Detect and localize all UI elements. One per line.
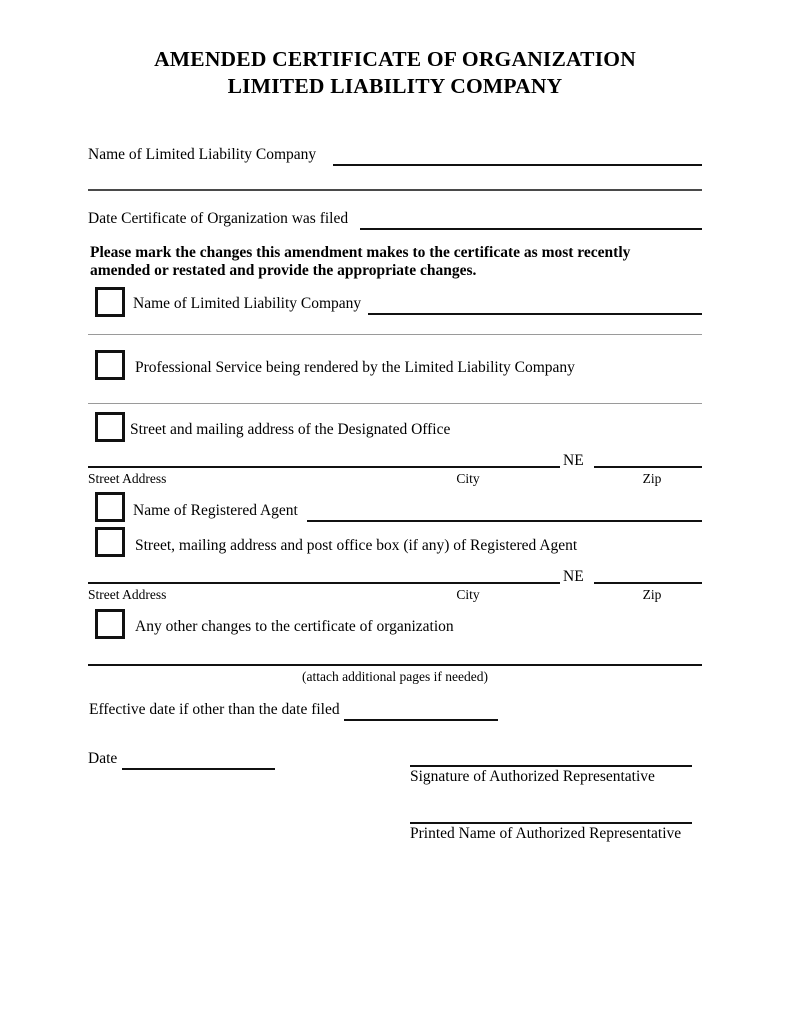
label-date: Date	[88, 750, 118, 767]
input-name-of-llc-line-2[interactable]	[88, 189, 702, 191]
caption-zip-1: Zip	[642, 471, 662, 486]
caption-printed-name: Printed Name of Authorized Representative	[410, 825, 682, 842]
input-other-changes[interactable]	[88, 664, 702, 666]
instruction-line-1: Please mark the changes this amendment makes to the certificate as most recently	[90, 244, 631, 261]
state-abbrev-2: NE	[563, 568, 584, 585]
checkbox-change-other[interactable]	[95, 609, 125, 639]
input-date[interactable]	[122, 768, 275, 770]
caption-street-address-1: Street Address	[88, 471, 167, 486]
input-name-of-llc-line-1[interactable]	[333, 164, 702, 166]
input-effective-date[interactable]	[344, 719, 498, 721]
checkbox-change-name-of-llc[interactable]	[95, 287, 125, 317]
checkbox-change-professional-service[interactable]	[95, 350, 125, 380]
input-signature[interactable]	[410, 765, 692, 767]
input-printed-name[interactable]	[410, 822, 692, 824]
checkbox-change-designated-office[interactable]	[95, 412, 125, 442]
label-change-other: Any other changes to the certificate of organization	[135, 618, 454, 635]
label-change-professional-service: Professional Service being rendered by the Limited Liability Company	[135, 359, 575, 376]
label-change-registered-agent-address: Street, mailing address and post office box (if any) of Registered Agent	[135, 537, 578, 554]
checkbox-change-registered-agent-address[interactable]	[95, 527, 125, 557]
input-change-name-of-llc[interactable]	[368, 313, 702, 315]
label-change-designated-office: Street and mailing address of the Designated Office	[130, 421, 451, 438]
input-zip-1[interactable]	[594, 466, 702, 468]
input-street-city-1[interactable]	[88, 466, 560, 468]
state-abbrev-1: NE	[563, 452, 584, 469]
caption-city-1: City	[456, 471, 480, 486]
label-effective-date: Effective date if other than the date filed	[89, 701, 340, 718]
caption-signature: Signature of Authorized Representative	[410, 768, 655, 785]
caption-zip-2: Zip	[642, 587, 662, 602]
input-date-filed[interactable]	[360, 228, 702, 230]
label-date-filed: Date Certificate of Organization was filed	[88, 210, 349, 227]
separator-1	[88, 334, 702, 335]
label-change-registered-agent-name: Name of Registered Agent	[133, 502, 298, 519]
label-name-of-llc: Name of Limited Liability Company	[88, 146, 317, 163]
separator-2	[88, 403, 702, 404]
caption-city-2: City	[456, 587, 480, 602]
title-line-1: AMENDED CERTIFICATE OF ORGANIZATION	[154, 47, 636, 71]
attach-note: (attach additional pages if needed)	[302, 669, 488, 684]
title-line-2: LIMITED LIABILITY COMPANY	[227, 74, 563, 98]
input-registered-agent-name[interactable]	[307, 520, 702, 522]
instruction-line-2: amended or restated and provide the appropriate changes.	[90, 262, 477, 279]
label-change-name-of-llc: Name of Limited Liability Company	[133, 295, 362, 312]
input-street-city-2[interactable]	[88, 582, 560, 584]
input-zip-2[interactable]	[594, 582, 702, 584]
caption-street-address-2: Street Address	[88, 587, 167, 602]
checkbox-change-registered-agent-name[interactable]	[95, 492, 125, 522]
page-title	[0, 46, 790, 100]
